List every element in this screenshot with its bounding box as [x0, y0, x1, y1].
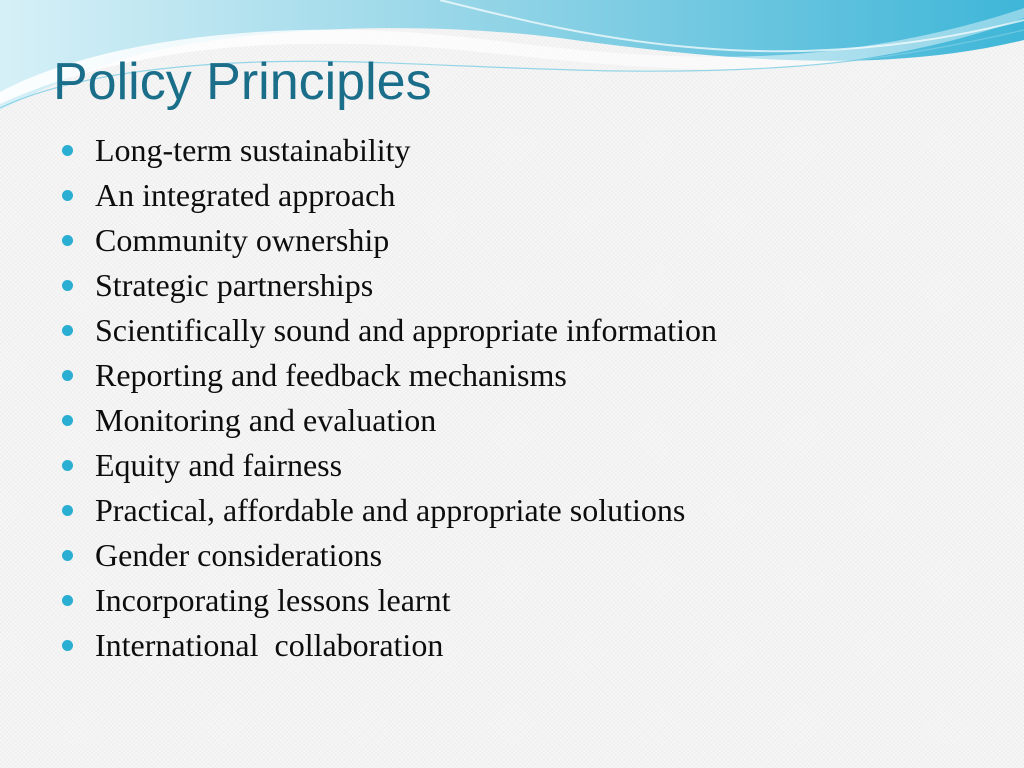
- list-item: [60, 488, 717, 533]
- list-item: [60, 353, 717, 398]
- bullet-dot-icon: [62, 235, 73, 246]
- bullet-dot-icon: [62, 640, 73, 651]
- list-item: [60, 443, 717, 488]
- bullet-list: [60, 128, 717, 668]
- list-item: [60, 263, 717, 308]
- list-item: [60, 218, 717, 263]
- list-item-text: Equity and fairness: [95, 447, 343, 483]
- list-item-text: Long-term sustainability: [95, 132, 411, 168]
- bullet-dot-icon: [62, 415, 73, 426]
- list-item-text: Incorporating lessons learnt: [95, 582, 451, 618]
- bullet-dot-icon: [62, 595, 73, 606]
- list-item-text: International collaboration: [95, 627, 444, 663]
- bullet-dot-icon: [62, 505, 73, 516]
- list-item: [60, 623, 717, 668]
- list-item: [60, 173, 717, 218]
- list-item: [60, 578, 717, 623]
- list-item: [60, 398, 717, 443]
- bullet-dot-icon: [62, 550, 73, 561]
- bullet-dot-icon: [62, 325, 73, 336]
- list-item-text: Community ownership: [95, 222, 390, 258]
- list-item: [60, 308, 717, 353]
- list-item-text: An integrated approach: [95, 177, 396, 213]
- list-item: [60, 128, 717, 173]
- list-item-text: Monitoring and evaluation: [95, 402, 437, 438]
- bullet-dot-icon: [62, 370, 73, 381]
- list-item-text: Strategic partnerships: [95, 267, 374, 303]
- bullet-dot-icon: [62, 280, 73, 291]
- bullet-dot-icon: [62, 190, 73, 201]
- list-item-text: Reporting and feedback mechanisms: [95, 357, 567, 393]
- list-item-text: Practical, affordable and appropriate solutions: [95, 492, 686, 528]
- bullet-dot-icon: [62, 460, 73, 471]
- bullet-dot-icon: [62, 145, 73, 156]
- list-item: [60, 533, 717, 578]
- list-item-text: Scientifically sound and appropriate information: [95, 312, 718, 348]
- list-item-text: Gender considerations: [95, 537, 383, 573]
- slide-title: Policy Principles: [53, 53, 432, 111]
